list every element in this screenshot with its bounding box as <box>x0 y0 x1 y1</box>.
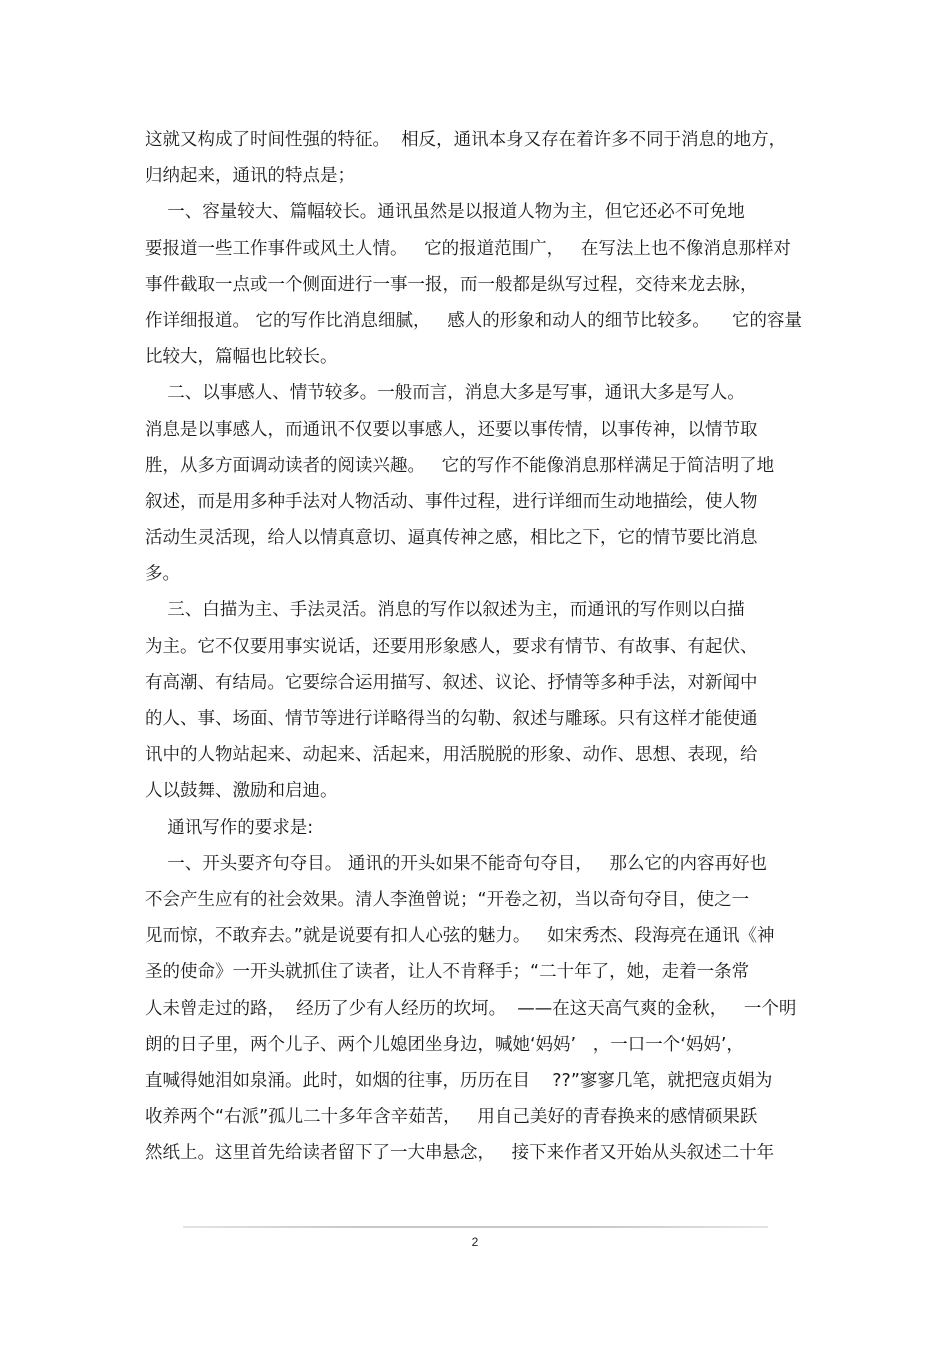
text-line: 要报道一些工作事件或风土人情。 它的报道范围广， 在写法上也不像消息那样对 <box>145 238 791 259</box>
text-line: 消息是以事感人，而通讯不仅要以事感人，还要以事传情，以事传神，以情节取 <box>145 419 758 440</box>
text-line: 事件截取一点或一个侧面进行一事一报，而一般都是纵写过程，交待来龙去脉， <box>145 274 758 295</box>
text-line: 比较大，篇幅也比较长。 <box>145 347 338 368</box>
footer-divider <box>183 1226 768 1228</box>
text-line: 活动生灵活现，给人以情真意切、逼真传神之感，相比之下，它的情节要比消息 <box>145 528 758 549</box>
text-line: 人未曾走过的路， 经历了少有人经历的坎坷。 ——在这天高气爽的金秋， 一个明 <box>145 998 797 1019</box>
text-line: 为主。它不仅要用事实说话，还要用形象感人，要求有情节、有故事、有起伏、 <box>145 636 758 657</box>
text-line: 见而惊，不敢弃去。”就是说要有扣人心弦的魅力。 如宋秀杰、段海亮在通讯《神 <box>145 926 775 947</box>
text-line: 讯中的人物站起来、动起来、活起来，用活脱脱的形象、动作、思想、表现，给 <box>145 745 758 766</box>
page-number: 2 <box>471 1235 479 1249</box>
text-line: 直喊得她泪如泉涌。此时，如烟的往事，历历在目 ??”寥寥几笔，就把寇贞娟为 <box>145 1070 773 1091</box>
text-line: 二、以事感人、情节较多。一般而言，消息大多是写事，通讯大多是写人。 <box>145 383 745 404</box>
text-line: 一、容量较大、篇幅较长。通讯虽然是以报道人物为主，但它还必不可免地 <box>145 202 745 223</box>
text-line: 多。 <box>145 564 180 585</box>
text-line: 然纸上。这里首先给读者留下了一大串悬念， 接下来作者又开始从头叙述二十年 <box>145 1143 775 1164</box>
text-line: 不会产生应有的社会效果。清人李渔曾说；“开卷之初，当以奇句夺目，使之一 <box>145 889 750 910</box>
text-line: 人以鼓舞、激励和启迪。 <box>145 781 338 802</box>
text-line: 一、开头要齐句夺目。 通讯的开头如果不能奇句夺目， 那么它的内容再好也 <box>145 853 767 874</box>
text-line: 叙述，而是用多种手法对人物活动、事件过程，进行详细而生动地描绘，使人物 <box>145 491 758 512</box>
text-line: 朗的日子里，两个儿子、两个儿媳团坐身边，喊她‘妈妈’ ，一口一个‘妈妈’， <box>145 1034 744 1055</box>
text-line: 胜，从多方面调动读者的阅读兴趣。 它的写作不能像消息那样满足于简洁明了地 <box>145 455 775 476</box>
text-line: 收养两个“右派”孤儿二十多年含辛茹苦， 用自己美好的青春换来的感情硕果跃 <box>145 1107 758 1128</box>
text-line: 有高潮、有结局。它要综合运用描写、叙述、议论、抒情等多种手法，对新闻中 <box>145 672 758 693</box>
text-line: 三、白描为主、手法灵活。消息的写作以叙述为主，而通讯的写作则以白描 <box>145 600 745 621</box>
text-line: 作详细报道。 它的写作比消息细腻， 感人的形象和动人的细节比较多。 它的容量 <box>145 310 802 331</box>
text-line: 的人、事、场面、情节等进行详略得当的勾勒、叙述与雕琢。只有这样才能使通 <box>145 709 758 729</box>
text-line: 归纳起来，通讯的特点是； <box>145 166 355 187</box>
document-body <box>145 122 810 1171</box>
text-line: 圣的使命》一开头就抓住了读者，让人不肯释手；“二十年了，她，走着一条常 <box>145 962 750 983</box>
text-line: 这就又构成了时间性强的特征。 相反，通讯本身又存在着许多不同于消息的地方， <box>145 130 787 150</box>
text-line: 通讯写作的要求是: <box>145 817 314 838</box>
